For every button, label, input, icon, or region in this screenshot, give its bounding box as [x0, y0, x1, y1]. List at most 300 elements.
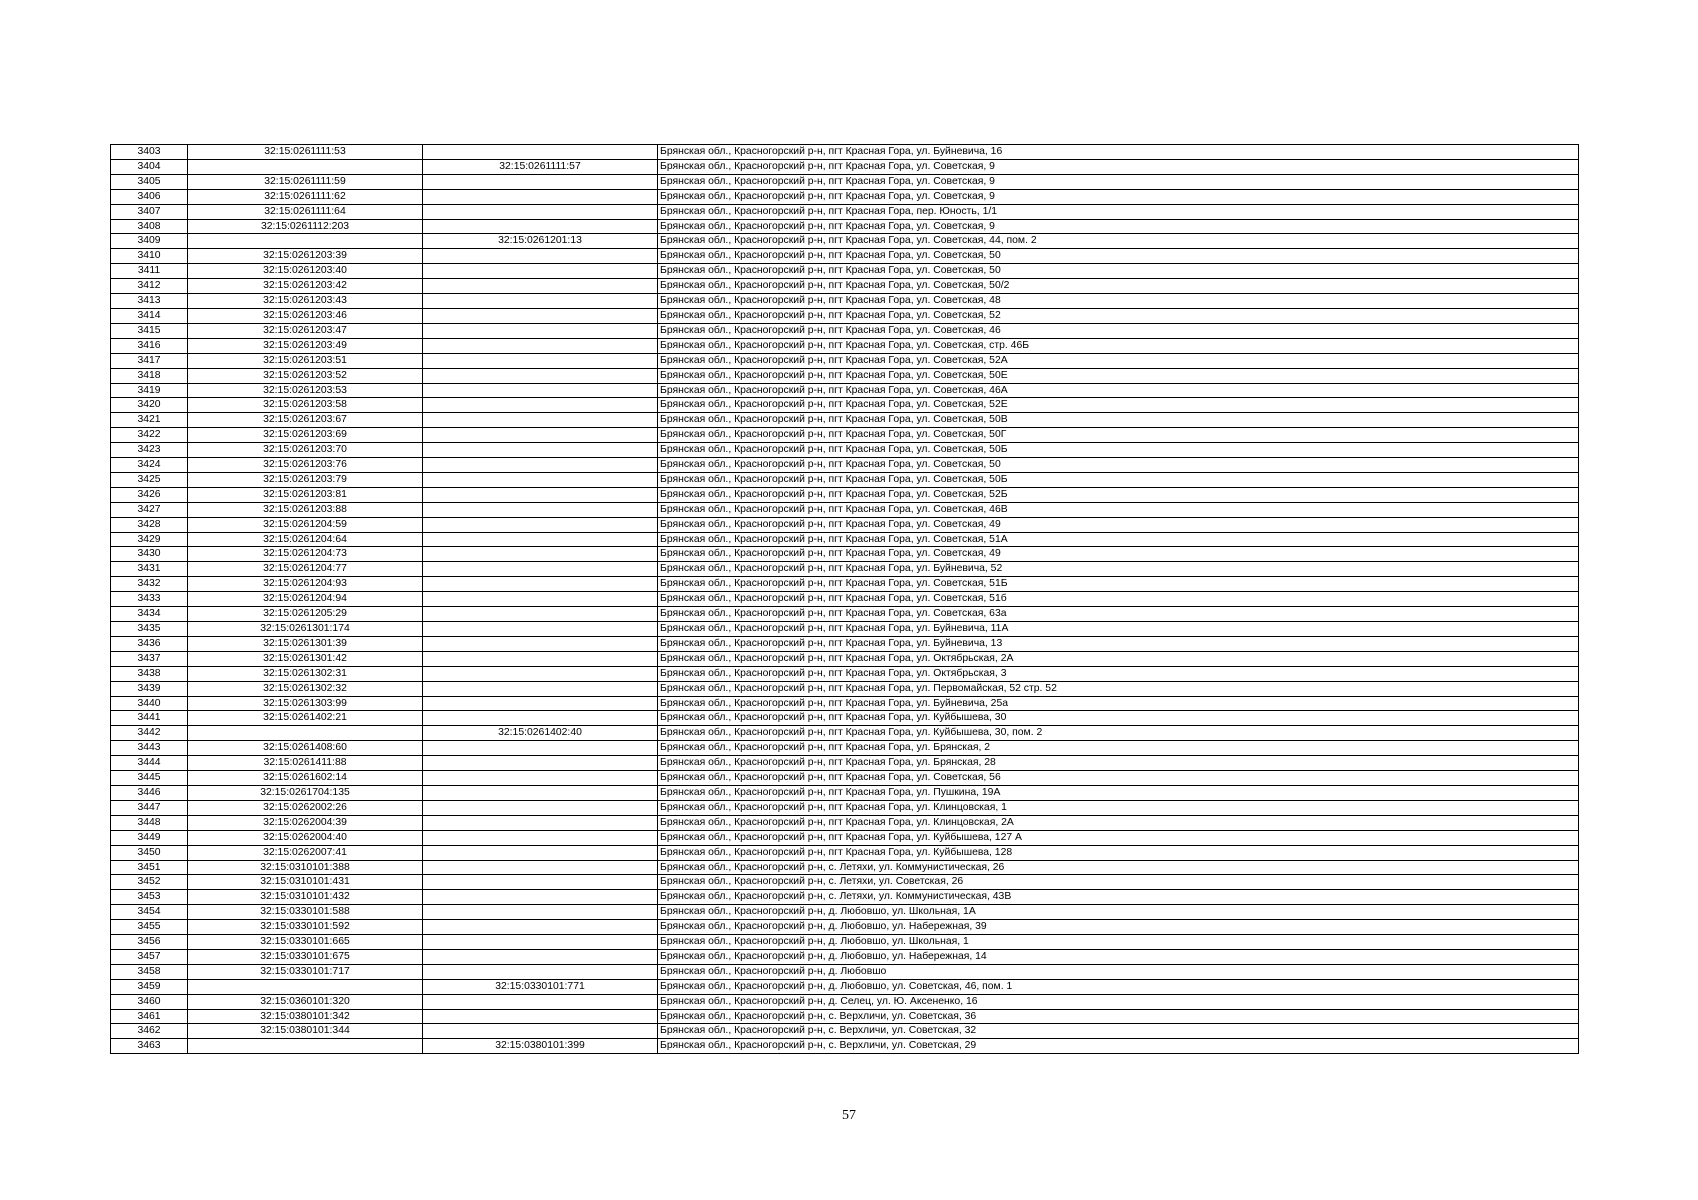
row-number-cell: 3447: [111, 800, 188, 815]
premises-number-cell: [423, 994, 658, 1009]
table-row: [111, 428, 1579, 443]
address-cell: Брянская обл., Красногорский р-н, пгт Красная Гора, ул. Советская, 50Б: [658, 443, 1579, 458]
table-row: [111, 577, 1579, 592]
table-row: [111, 979, 1579, 994]
row-number-cell: 3451: [111, 860, 188, 875]
page-number: 57: [842, 1108, 856, 1123]
row-number-cell: 3428: [111, 517, 188, 532]
table-row: [111, 696, 1579, 711]
row-number-cell: 3410: [111, 249, 188, 264]
row-number-cell: 3431: [111, 562, 188, 577]
premises-number-cell: [423, 771, 658, 786]
cadastral-number-cell: 32:15:0261203:76: [188, 458, 423, 473]
table-row: [111, 383, 1579, 398]
cadastral-number-cell: 32:15:0261302:31: [188, 666, 423, 681]
cadastral-number-cell: 32:15:0310101:388: [188, 860, 423, 875]
row-number-cell: 3423: [111, 443, 188, 458]
premises-number-cell: [423, 711, 658, 726]
address-cell: Брянская обл., Красногорский р-н, пгт Красная Гора, ул. Советская, 50: [658, 249, 1579, 264]
table-row: [111, 174, 1579, 189]
row-number-cell: 3442: [111, 726, 188, 741]
cadastral-number-cell: 32:15:0261303:99: [188, 696, 423, 711]
premises-number-cell: [423, 815, 658, 830]
row-number-cell: 3434: [111, 607, 188, 622]
row-number-cell: 3403: [111, 145, 188, 160]
row-number-cell: 3462: [111, 1024, 188, 1039]
row-number-cell: 3415: [111, 323, 188, 338]
row-number-cell: 3440: [111, 696, 188, 711]
address-cell: Брянская обл., Красногорский р-н, пгт Красная Гора, ул. Куйбышева, 127 А: [658, 830, 1579, 845]
premises-number-cell: [423, 860, 658, 875]
table-row: [111, 443, 1579, 458]
cadastral-number-cell: [188, 159, 423, 174]
cadastral-number-cell: 32:15:0261111:53: [188, 145, 423, 160]
premises-number-cell: [423, 145, 658, 160]
row-number-cell: 3405: [111, 174, 188, 189]
row-number-cell: 3460: [111, 994, 188, 1009]
row-number-cell: 3418: [111, 368, 188, 383]
row-number-cell: 3456: [111, 935, 188, 950]
cadastral-number-cell: 32:15:0261112:203: [188, 219, 423, 234]
address-cell: Брянская обл., Красногорский р-н, пгт Красная Гора, ул. Советская, 9: [658, 159, 1579, 174]
table-row: [111, 264, 1579, 279]
address-cell: Брянская обл., Красногорский р-н, пгт Красная Гора, ул. Советская, 51б: [658, 592, 1579, 607]
premises-number-cell: [423, 651, 658, 666]
address-cell: Брянская обл., Красногорский р-н, пгт Красная Гора, ул. Советская, 50Е: [658, 368, 1579, 383]
address-cell: Брянская обл., Красногорский р-н, пгт Красная Гора, ул. Советская, 48: [658, 294, 1579, 309]
address-cell: Брянская обл., Красногорский р-н, пгт Красная Гора, ул. Советская, 9: [658, 189, 1579, 204]
table-row: [111, 338, 1579, 353]
premises-number-cell: [423, 905, 658, 920]
premises-number-cell: [423, 443, 658, 458]
cadastral-number-cell: 32:15:0261111:64: [188, 204, 423, 219]
address-cell: Брянская обл., Красногорский р-н, пгт Красная Гора, ул. Октябрьская, 2А: [658, 651, 1579, 666]
address-cell: Брянская обл., Красногорский р-н, пгт Красная Гора, ул. Советская, стр. 46Б: [658, 338, 1579, 353]
cadastral-number-cell: 32:15:0380101:342: [188, 1009, 423, 1024]
address-cell: Брянская обл., Красногорский р-н, пгт Красная Гора, ул. Советская, 9: [658, 219, 1579, 234]
address-cell: Брянская обл., Красногорский р-н, пгт Красная Гора, ул. Советская, 52Б: [658, 487, 1579, 502]
cadastral-number-cell: 32:15:0261203:58: [188, 398, 423, 413]
cadastral-number-cell: [188, 1039, 423, 1054]
row-number-cell: 3441: [111, 711, 188, 726]
cadastral-number-cell: 32:15:0330101:717: [188, 964, 423, 979]
cadastral-number-cell: 32:15:0330101:588: [188, 905, 423, 920]
premises-number-cell: [423, 1009, 658, 1024]
premises-number-cell: [423, 964, 658, 979]
cadastral-number-cell: 32:15:0261301:42: [188, 651, 423, 666]
table-row: [111, 234, 1579, 249]
premises-number-cell: [423, 920, 658, 935]
cadastral-number-cell: 32:15:0330101:665: [188, 935, 423, 950]
cadastral-number-cell: 32:15:0261411:88: [188, 756, 423, 771]
cadastral-number-cell: 32:15:0261203:51: [188, 353, 423, 368]
address-cell: Брянская обл., Красногорский р-н, пгт Красная Гора, ул. Октябрьская, 3: [658, 666, 1579, 681]
premises-number-cell: [423, 547, 658, 562]
row-number-cell: 3432: [111, 577, 188, 592]
cadastral-number-cell: 32:15:0261204:93: [188, 577, 423, 592]
row-number-cell: 3439: [111, 681, 188, 696]
address-cell: Брянская обл., Красногорский р-н, пгт Красная Гора, ул. Куйбышева, 30, пом. 2: [658, 726, 1579, 741]
table-row: [111, 547, 1579, 562]
cadastral-number-cell: 32:15:0261203:42: [188, 279, 423, 294]
table-row: [111, 219, 1579, 234]
table-row: [111, 681, 1579, 696]
premises-number-cell: [423, 890, 658, 905]
premises-number-cell: [423, 219, 658, 234]
premises-number-cell: [423, 756, 658, 771]
table-row: [111, 323, 1579, 338]
address-cell: Брянская обл., Красногорский р-н, пгт Красная Гора, ул. Советская, 50В: [658, 413, 1579, 428]
address-cell: Брянская обл., Красногорский р-н, пгт Красная Гора, ул. Буйневича, 52: [658, 562, 1579, 577]
cadastral-number-cell: 32:15:0261203:79: [188, 472, 423, 487]
address-cell: Брянская обл., Красногорский р-н, пгт Красная Гора, ул. Советская, 46: [658, 323, 1579, 338]
table-row: [111, 875, 1579, 890]
premises-number-cell: [423, 472, 658, 487]
row-number-cell: 3454: [111, 905, 188, 920]
table-row: [111, 726, 1579, 741]
address-cell: Брянская обл., Красногорский р-н, пгт Красная Гора, ул. Куйбышева, 128: [658, 845, 1579, 860]
address-cell: Брянская обл., Красногорский р-н, пгт Красная Гора, ул. Советская, 50Б: [658, 472, 1579, 487]
table-row: [111, 353, 1579, 368]
table-row: [111, 294, 1579, 309]
address-cell: Брянская обл., Красногорский р-н, с. Летяхи, ул. Советская, 26: [658, 875, 1579, 890]
premises-number-cell: [423, 741, 658, 756]
cadastral-number-cell: 32:15:0261204:73: [188, 547, 423, 562]
cadastral-number-cell: [188, 726, 423, 741]
address-cell: Брянская обл., Красногорский р-н, с. Летяхи, ул. Коммунистическая, 26: [658, 860, 1579, 875]
address-cell: Брянская обл., Красногорский р-н, с. Верхличи, ул. Советская, 36: [658, 1009, 1579, 1024]
address-cell: Брянская обл., Красногорский р-н, с. Верхличи, ул. Советская, 32: [658, 1024, 1579, 1039]
row-number-cell: 3421: [111, 413, 188, 428]
table-row: [111, 651, 1579, 666]
address-cell: Брянская обл., Красногорский р-н, пгт Красная Гора, ул. Советская, 56: [658, 771, 1579, 786]
address-cell: Брянская обл., Красногорский р-н, пгт Красная Гора, ул. Советская, 49: [658, 517, 1579, 532]
premises-number-cell: [423, 458, 658, 473]
cadastral-number-cell: 32:15:0261402:21: [188, 711, 423, 726]
cadastral-number-cell: 32:15:0310101:431: [188, 875, 423, 890]
table-row: [111, 308, 1579, 323]
row-number-cell: 3414: [111, 308, 188, 323]
cadastral-number-cell: 32:15:0261204:64: [188, 532, 423, 547]
table-row: [111, 785, 1579, 800]
premises-number-cell: [423, 562, 658, 577]
table-row: [111, 532, 1579, 547]
premises-number-cell: [423, 502, 658, 517]
premises-number-cell: [423, 413, 658, 428]
cadastral-number-cell: 32:15:0261203:53: [188, 383, 423, 398]
table-row: [111, 487, 1579, 502]
row-number-cell: 3463: [111, 1039, 188, 1054]
premises-number-cell: [423, 353, 658, 368]
row-number-cell: 3446: [111, 785, 188, 800]
address-cell: Брянская обл., Красногорский р-н, пгт Красная Гора, ул. Первомайская, 52 стр. 52: [658, 681, 1579, 696]
address-cell: Брянская обл., Красногорский р-н, пгт Красная Гора, ул. Советская, 51Б: [658, 577, 1579, 592]
table-row: [111, 472, 1579, 487]
row-number-cell: 3407: [111, 204, 188, 219]
cadastral-number-cell: 32:15:0261301:174: [188, 622, 423, 637]
address-cell: Брянская обл., Красногорский р-н, пгт Красная Гора, ул. Буйневича, 13: [658, 636, 1579, 651]
premises-number-cell: 32:15:0330101:771: [423, 979, 658, 994]
premises-number-cell: [423, 487, 658, 502]
premises-number-cell: [423, 577, 658, 592]
row-number-cell: 3435: [111, 622, 188, 637]
premises-number-cell: [423, 264, 658, 279]
row-number-cell: 3406: [111, 189, 188, 204]
row-number-cell: 3455: [111, 920, 188, 935]
cadastral-number-cell: 32:15:0261203:43: [188, 294, 423, 309]
row-number-cell: 3458: [111, 964, 188, 979]
table-row: [111, 189, 1579, 204]
table-row: [111, 458, 1579, 473]
premises-number-cell: [423, 428, 658, 443]
cadastral-number-cell: 32:15:0261302:32: [188, 681, 423, 696]
row-number-cell: 3450: [111, 845, 188, 860]
address-cell: Брянская обл., Красногорский р-н, пгт Красная Гора, ул. Советская, 9: [658, 174, 1579, 189]
premises-number-cell: [423, 830, 658, 845]
cadastral-number-cell: [188, 234, 423, 249]
address-cell: Брянская обл., Красногорский р-н, пгт Красная Гора, ул. Советская, 50: [658, 264, 1579, 279]
premises-number-cell: [423, 532, 658, 547]
address-cell: Брянская обл., Красногорский р-н, с. Летяхи, ул. Коммунистическая, 43В: [658, 890, 1579, 905]
table-row: [111, 935, 1579, 950]
address-cell: Брянская обл., Красногорский р-н, с. Верхличи, ул. Советская, 29: [658, 1039, 1579, 1054]
table-row: [111, 159, 1579, 174]
premises-number-cell: [423, 189, 658, 204]
table-row: [111, 860, 1579, 875]
premises-number-cell: [423, 935, 658, 950]
row-number-cell: 3412: [111, 279, 188, 294]
row-number-cell: 3419: [111, 383, 188, 398]
row-number-cell: 3404: [111, 159, 188, 174]
address-cell: Брянская обл., Красногорский р-н, д. Любовшо, ул. Советская, 46, пом. 1: [658, 979, 1579, 994]
premises-number-cell: [423, 323, 658, 338]
cadastral-number-cell: 32:15:0261704:135: [188, 785, 423, 800]
premises-number-cell: [423, 174, 658, 189]
table-row: [111, 905, 1579, 920]
premises-number-cell: 32:15:0261201:13: [423, 234, 658, 249]
cadastral-number-cell: 32:15:0380101:344: [188, 1024, 423, 1039]
table-row: [111, 949, 1579, 964]
table-row: [111, 815, 1579, 830]
cadastral-number-cell: 32:15:0262004:40: [188, 830, 423, 845]
address-cell: Брянская обл., Красногорский р-н, пгт Красная Гора, ул. Советская, 50: [658, 458, 1579, 473]
address-cell: Брянская обл., Красногорский р-н, пгт Красная Гора, ул. Буйневича, 16: [658, 145, 1579, 160]
address-cell: Брянская обл., Красногорский р-н, пгт Красная Гора, ул. Советская, 52А: [658, 353, 1579, 368]
cadastral-number-cell: 32:15:0261203:40: [188, 264, 423, 279]
cadastral-number-cell: 32:15:0261203:81: [188, 487, 423, 502]
premises-number-cell: [423, 636, 658, 651]
address-cell: Брянская обл., Красногорский р-н, д. Селец, ул. Ю. Аксененко, 16: [658, 994, 1579, 1009]
table-row: [111, 1009, 1579, 1024]
table-row: [111, 964, 1579, 979]
cadastral-number-cell: 32:15:0262007:41: [188, 845, 423, 860]
table-row: [111, 994, 1579, 1009]
row-number-cell: 3445: [111, 771, 188, 786]
table-row: [111, 756, 1579, 771]
cadastral-number-cell: 32:15:0262002:26: [188, 800, 423, 815]
address-cell: Брянская обл., Красногорский р-н, пгт Красная Гора, ул. Советская, 46В: [658, 502, 1579, 517]
table-row: [111, 249, 1579, 264]
premises-number-cell: [423, 845, 658, 860]
table-row: [111, 890, 1579, 905]
cadastral-number-cell: 32:15:0261408:60: [188, 741, 423, 756]
premises-number-cell: [423, 368, 658, 383]
address-cell: Брянская обл., Красногорский р-н, пгт Красная Гора, ул. Советская, 63а: [658, 607, 1579, 622]
address-cell: Брянская обл., Красногорский р-н, пгт Красная Гора, ул. Советская, 46А: [658, 383, 1579, 398]
row-number-cell: 3427: [111, 502, 188, 517]
premises-number-cell: [423, 800, 658, 815]
table-row: [111, 562, 1579, 577]
cadastral-number-cell: 32:15:0330101:675: [188, 949, 423, 964]
cadastral-number-cell: 32:15:0310101:432: [188, 890, 423, 905]
row-number-cell: 3453: [111, 890, 188, 905]
table-row: [111, 845, 1579, 860]
table-row: [111, 368, 1579, 383]
premises-number-cell: [423, 607, 658, 622]
cadastral-number-cell: 32:15:0360101:320: [188, 994, 423, 1009]
cadastral-number-cell: 32:15:0261602:14: [188, 771, 423, 786]
address-cell: Брянская обл., Красногорский р-н, пгт Красная Гора, ул. Пушкина, 19А: [658, 785, 1579, 800]
address-cell: Брянская обл., Красногорский р-н, пгт Красная Гора, ул. Клинцовская, 2А: [658, 815, 1579, 830]
cadastral-number-cell: 32:15:0330101:592: [188, 920, 423, 935]
cadastral-number-cell: 32:15:0261204:94: [188, 592, 423, 607]
address-cell: Брянская обл., Красногорский р-н, пгт Красная Гора, ул. Советская, 52Е: [658, 398, 1579, 413]
cadastral-number-cell: 32:15:0261203:52: [188, 368, 423, 383]
premises-number-cell: [423, 279, 658, 294]
premises-number-cell: [423, 622, 658, 637]
cadastral-number-cell: 32:15:0261203:69: [188, 428, 423, 443]
premises-number-cell: 32:15:0261402:40: [423, 726, 658, 741]
premises-number-cell: [423, 592, 658, 607]
cadastral-number-cell: 32:15:0261204:77: [188, 562, 423, 577]
address-cell: Брянская обл., Красногорский р-н, д. Любовшо, ул. Набережная, 39: [658, 920, 1579, 935]
row-number-cell: 3429: [111, 532, 188, 547]
row-number-cell: 3452: [111, 875, 188, 890]
table-row: [111, 592, 1579, 607]
premises-number-cell: [423, 204, 658, 219]
address-cell: Брянская обл., Красногорский р-н, д. Любовшо, ул. Школьная, 1: [658, 935, 1579, 950]
row-number-cell: 3433: [111, 592, 188, 607]
row-number-cell: 3425: [111, 472, 188, 487]
premises-number-cell: 32:15:0380101:399: [423, 1039, 658, 1054]
cadastral-number-cell: 32:15:0261111:62: [188, 189, 423, 204]
premises-number-cell: [423, 294, 658, 309]
premises-number-cell: [423, 785, 658, 800]
premises-number-cell: [423, 517, 658, 532]
row-number-cell: 3459: [111, 979, 188, 994]
row-number-cell: 3430: [111, 547, 188, 562]
premises-number-cell: [423, 696, 658, 711]
row-number-cell: 3420: [111, 398, 188, 413]
table-row: [111, 279, 1579, 294]
table-row: [111, 800, 1579, 815]
cadastral-number-cell: 32:15:0261203:88: [188, 502, 423, 517]
row-number-cell: 3411: [111, 264, 188, 279]
cadastral-number-cell: 32:15:0261203:67: [188, 413, 423, 428]
table-row: [111, 636, 1579, 651]
table-row: [111, 204, 1579, 219]
premises-number-cell: [423, 249, 658, 264]
row-number-cell: 3413: [111, 294, 188, 309]
address-cell: Брянская обл., Красногорский р-н, пгт Красная Гора, ул. Советская, 51А: [658, 532, 1579, 547]
table-row: [111, 830, 1579, 845]
address-cell: Брянская обл., Красногорский р-н, пгт Красная Гора, ул. Куйбышева, 30: [658, 711, 1579, 726]
cadastral-number-cell: 32:15:0262004:39: [188, 815, 423, 830]
address-cell: Брянская обл., Красногорский р-н, пгт Красная Гора, ул. Буйневича, 25а: [658, 696, 1579, 711]
row-number-cell: 3417: [111, 353, 188, 368]
table-body: [111, 145, 1579, 1054]
premises-number-cell: [423, 1024, 658, 1039]
row-number-cell: 3409: [111, 234, 188, 249]
row-number-cell: 3457: [111, 949, 188, 964]
premises-number-cell: [423, 949, 658, 964]
address-cell: Брянская обл., Красногорский р-н, пгт Красная Гора, ул. Советская, 50/2: [658, 279, 1579, 294]
address-cell: Брянская обл., Красногорский р-н, д. Любовшо, ул. Набережная, 14: [658, 949, 1579, 964]
address-cell: Брянская обл., Красногорский р-н, пгт Красная Гора, ул. Клинцовская, 1: [658, 800, 1579, 815]
cadastral-number-cell: [188, 979, 423, 994]
row-number-cell: 3444: [111, 756, 188, 771]
address-cell: Брянская обл., Красногорский р-н, пгт Красная Гора, ул. Советская, 52: [658, 308, 1579, 323]
address-cell: Брянская обл., Красногорский р-н, пгт Красная Гора, ул. Советская, 44, пом. 2: [658, 234, 1579, 249]
property-register-table: [110, 144, 1579, 1054]
row-number-cell: 3422: [111, 428, 188, 443]
table-row: [111, 666, 1579, 681]
premises-number-cell: [423, 681, 658, 696]
cadastral-number-cell: 32:15:0261203:70: [188, 443, 423, 458]
table-row: [111, 1039, 1579, 1054]
cadastral-number-cell: 32:15:0261204:59: [188, 517, 423, 532]
table-row: [111, 145, 1579, 160]
table-row: [111, 1024, 1579, 1039]
table-row: [111, 741, 1579, 756]
premises-number-cell: [423, 338, 658, 353]
table-row: [111, 711, 1579, 726]
cadastral-number-cell: 32:15:0261203:39: [188, 249, 423, 264]
row-number-cell: 3437: [111, 651, 188, 666]
premises-number-cell: [423, 398, 658, 413]
address-cell: Брянская обл., Красногорский р-н, д. Любовшо, ул. Школьная, 1А: [658, 905, 1579, 920]
address-cell: Брянская обл., Красногорский р-н, пгт Красная Гора, ул. Советская, 50Г: [658, 428, 1579, 443]
row-number-cell: 3408: [111, 219, 188, 234]
premises-number-cell: [423, 666, 658, 681]
premises-number-cell: 32:15:0261111:57: [423, 159, 658, 174]
row-number-cell: 3426: [111, 487, 188, 502]
address-cell: Брянская обл., Красногорский р-н, пгт Красная Гора, ул. Брянская, 28: [658, 756, 1579, 771]
table-row: [111, 413, 1579, 428]
cadastral-number-cell: 32:15:0261203:49: [188, 338, 423, 353]
address-cell: Брянская обл., Красногорский р-н, пгт Красная Гора, пер. Юность, 1/1: [658, 204, 1579, 219]
address-cell: Брянская обл., Красногорский р-н, пгт Красная Гора, ул. Советская, 49: [658, 547, 1579, 562]
row-number-cell: 3443: [111, 741, 188, 756]
table-row: [111, 607, 1579, 622]
row-number-cell: 3438: [111, 666, 188, 681]
address-cell: Брянская обл., Красногорский р-н, пгт Красная Гора, ул. Брянская, 2: [658, 741, 1579, 756]
premises-number-cell: [423, 875, 658, 890]
table-row: [111, 517, 1579, 532]
premises-number-cell: [423, 308, 658, 323]
cadastral-number-cell: 32:15:0261205:29: [188, 607, 423, 622]
row-number-cell: 3416: [111, 338, 188, 353]
cadastral-number-cell: 32:15:0261111:59: [188, 174, 423, 189]
row-number-cell: 3461: [111, 1009, 188, 1024]
cadastral-number-cell: 32:15:0261301:39: [188, 636, 423, 651]
table-row: [111, 920, 1579, 935]
address-cell: Брянская обл., Красногорский р-н, д. Любовшо: [658, 964, 1579, 979]
row-number-cell: 3436: [111, 636, 188, 651]
table-row: [111, 622, 1579, 637]
table-row: [111, 502, 1579, 517]
premises-number-cell: [423, 383, 658, 398]
